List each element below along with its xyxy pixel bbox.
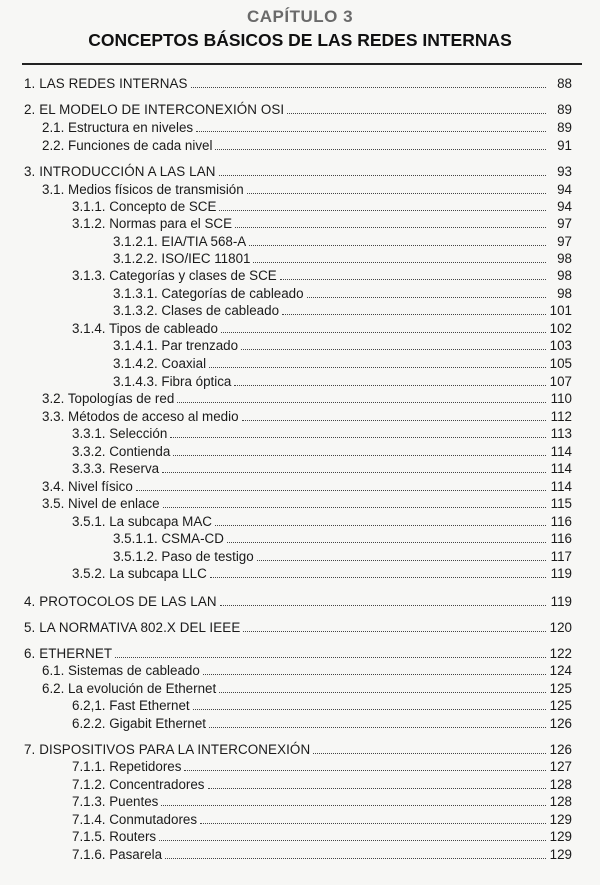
toc-entry-page: 98 [557,251,572,266]
toc-entry-page: 122 [549,646,572,661]
dot-leader [191,87,546,88]
toc-entry-title: 3.5.1. La subcapa MAC [72,514,212,529]
dot-leader [209,367,546,368]
toc-entry-page: 107 [549,374,572,389]
toc-entry [72,564,572,582]
toc-entry [72,459,572,477]
toc-entry [113,301,572,319]
toc-entry-title: 3.3.3. Reserva [72,461,160,476]
chapter-title: CONCEPTOS BÁSICOS DE LAS REDES INTERNAS [88,30,512,50]
dot-leader [193,709,546,710]
toc-entry-title: 7.1.6. Pasarela [72,847,163,862]
toc-entry-title: 3.5.1.1. CSMA-CD [113,531,224,546]
toc-entry-page: 102 [549,321,572,336]
toc-entry-page: 94 [557,182,572,197]
dot-leader [177,402,546,403]
dot-leader [221,332,546,333]
toc-entry [72,214,572,232]
toc-entry-page: 112 [550,409,572,424]
toc-entry-page: 101 [549,303,572,318]
toc-entry [42,118,572,136]
toc-entry [72,319,572,337]
toc-entry-page: 103 [549,338,572,353]
toc-entry [42,477,572,495]
dot-leader [234,385,545,386]
dot-leader [243,631,545,632]
toc-entry-title: 7. DISPOSITIVOS PARA LA INTERCONEXIÓN [24,742,311,757]
toc-entry-page: 88 [557,76,572,91]
dot-leader [282,314,546,315]
toc-entry-title: 3.1. Medios físicos de transmisión [42,182,244,197]
toc-entry [113,249,572,267]
toc-entry [24,592,572,610]
toc-entry-page: 126 [549,716,572,731]
toc-entry-page: 128 [549,777,572,792]
toc-entry-title: 3.1.3. Categorías y clases de SCE [72,268,277,283]
toc-entry [72,792,572,810]
toc-entry [72,827,572,845]
toc-entry [72,442,572,460]
toc-entry-page: 91 [557,138,572,153]
toc-entry [42,389,572,407]
toc-entry-page: 120 [549,620,572,635]
toc-entry-title: 3.1.3.1. Categorías de cableado [113,286,304,301]
toc-entry [24,618,572,636]
dot-leader [136,490,546,491]
toc-entry-title: 6.2. La evolución de Ethernet [42,681,217,696]
toc-entry-title: 6.2.2. Gigabit Ethernet [72,716,206,731]
toc-entry-page: 125 [549,698,572,713]
dot-leader [161,805,545,806]
toc-entry [24,100,572,118]
toc-entry-page: 105 [549,356,572,371]
toc-entry-title: 3.4. Nivel físico [42,479,133,494]
toc-entry-title: 2.2. Funciones de cada nivel [42,138,213,153]
toc-entry-page: 116 [550,531,572,546]
dot-leader [242,420,546,421]
toc-entry-page: 89 [557,102,572,117]
toc-entry [72,775,572,793]
toc-entry [24,644,572,662]
toc-entry-page: 129 [549,847,572,862]
dot-leader [313,753,545,754]
dot-leader [208,788,546,789]
toc-entry-title: 3.1.2.2. ISO/IEC 11801 [113,251,251,266]
toc-entry-title: 7.1.3. Puentes [72,794,159,809]
toc-entry-page: 127 [549,759,572,774]
toc-entry [113,336,572,354]
toc-entry [113,232,572,250]
toc-entry [72,810,572,828]
toc-entry-title: 5. LA NORMATIVA 802.X DEL IEEE [24,620,241,635]
toc-entry-title: 6.2,1. Fast Ethernet [72,698,190,713]
toc-entry-page: 128 [549,794,572,809]
toc-entry [42,180,572,198]
dot-leader [219,692,545,693]
toc-entry [42,407,572,425]
toc-entry-page: 119 [550,566,572,581]
toc-entry [72,266,572,284]
toc-entry-page: 89 [557,120,572,135]
toc-entry-title: 3.3. Métodos de acceso al medio [42,409,239,424]
dot-leader [184,770,545,771]
toc-entry-title: 7.1.4. Conmutadores [72,812,198,827]
dot-leader [219,175,546,176]
dot-leader [219,210,546,211]
dot-leader [241,349,546,350]
toc-entry [72,714,572,732]
toc-entry-title: 3.1.4.1. Par trenzado [113,338,239,353]
toc-entry-title: 2. EL MODELO DE INTERCONEXIÓN OSI [24,102,285,117]
dot-leader [159,840,546,841]
toc-entry-page: 98 [557,286,572,301]
toc-entry-page: 114 [550,461,572,476]
toc-entry-page: 129 [549,812,572,827]
toc-entry [42,661,572,679]
toc-entry-page: 126 [549,742,572,757]
toc-entry-title: 3.3.1. Selección [72,426,168,441]
toc-entry-title: 1. LAS REDES INTERNAS [24,76,188,91]
toc-entry [72,845,572,863]
dot-leader [215,149,546,150]
toc-entry-page: 97 [557,216,572,231]
dot-leader [165,858,546,859]
toc-entry [42,136,572,154]
toc-entry-title: 7.1.1. Repetidores [72,759,182,774]
toc-entry-page: 114 [550,479,572,494]
toc-entry-title: 3. INTRODUCCIÓN A LAS LAN [24,164,216,179]
dot-leader [200,823,546,824]
toc-entry [72,512,572,530]
toc-entry-title: 3.1.4.2. Coaxial [113,356,207,371]
toc-entry [24,740,572,758]
dot-leader [247,193,546,194]
dot-leader [280,279,546,280]
toc-entry [113,284,572,302]
toc-entry-page: 114 [550,444,572,459]
toc-entry-title: 3.2. Topologías de red [42,391,175,406]
chapter-number: CAPÍTULO 3 [246,7,354,26]
dot-leader [196,131,546,132]
toc-entry-title: 3.1.2.1. EIA/TIA 568-A [113,234,247,249]
toc-entry-title: 3.1.2. Normas para el SCE [72,216,233,231]
toc-entry-title: 3.1.4. Tipos de cableado [72,321,218,336]
toc-entry-title: 3.5. Nivel de enlace [42,496,160,511]
dot-leader [210,577,546,578]
toc-entry [24,74,572,92]
toc-entry-page: 94 [557,199,572,214]
toc-entry-page: 98 [557,268,572,283]
toc-entry-title: 6. ETHERNET [24,646,113,661]
toc-entry-title: 2.1. Estructura en niveles [42,120,194,135]
toc-entry [72,757,572,775]
dot-leader [235,227,546,228]
toc-entry-page: 117 [550,549,572,564]
dot-leader [253,262,546,263]
toc-entry-title: 3.1.4.3. Fibra óptica [113,374,232,389]
dot-leader [227,542,546,543]
toc-entry-title: 3.5.1.2. Paso de testigo [113,549,254,564]
dot-leader [215,525,546,526]
toc-entry-page: 97 [557,234,572,249]
toc-entry-page: 116 [550,514,572,529]
toc-entry [113,529,572,547]
toc-entry-page: 129 [549,829,572,844]
toc-entry-title: 3.3.2. Contienda [72,444,171,459]
toc-entry-title: 7.1.2. Concentradores [72,777,205,792]
toc-entry-page: 119 [550,594,572,609]
toc-entry [24,162,572,180]
dot-leader [209,727,546,728]
toc-entry [42,494,572,512]
toc-entry-page: 110 [550,391,572,406]
toc-entry-title: 3.1.1. Concepto de SCE [72,199,217,214]
toc-entry [72,696,572,714]
dot-leader [203,674,546,675]
toc-entry-page: 93 [557,164,572,179]
dot-leader [307,297,546,298]
dot-leader [170,437,546,438]
toc-entry [113,547,572,565]
dot-leader [287,113,546,114]
toc-entry [42,679,572,697]
dot-leader [257,560,546,561]
toc-entry-title: 3.1.3.2. Clases de cableado [113,303,280,318]
dot-leader [115,657,546,658]
toc-entry-title: 3.5.2. La subcapa LLC [72,566,207,581]
toc-entry-page: 125 [549,681,572,696]
toc-entry-page: 124 [549,663,572,678]
toc-entry [113,354,572,372]
toc-entry-title: 4. PROTOCOLOS DE LAS LAN [24,594,217,609]
dot-leader [220,605,546,606]
toc-entry [113,372,572,390]
dot-leader [162,472,546,473]
toc-entry [72,424,572,442]
dot-leader [249,245,546,246]
dot-leader [163,507,546,508]
toc-entry-title: 7.1.5. Routers [72,829,157,844]
toc-entry-page: 113 [550,426,572,441]
toc-entry-title: 6.1. Sistemas de cableado [42,663,200,678]
toc-entry [72,197,572,215]
dot-leader [173,455,546,456]
toc-entry-page: 115 [550,496,572,511]
